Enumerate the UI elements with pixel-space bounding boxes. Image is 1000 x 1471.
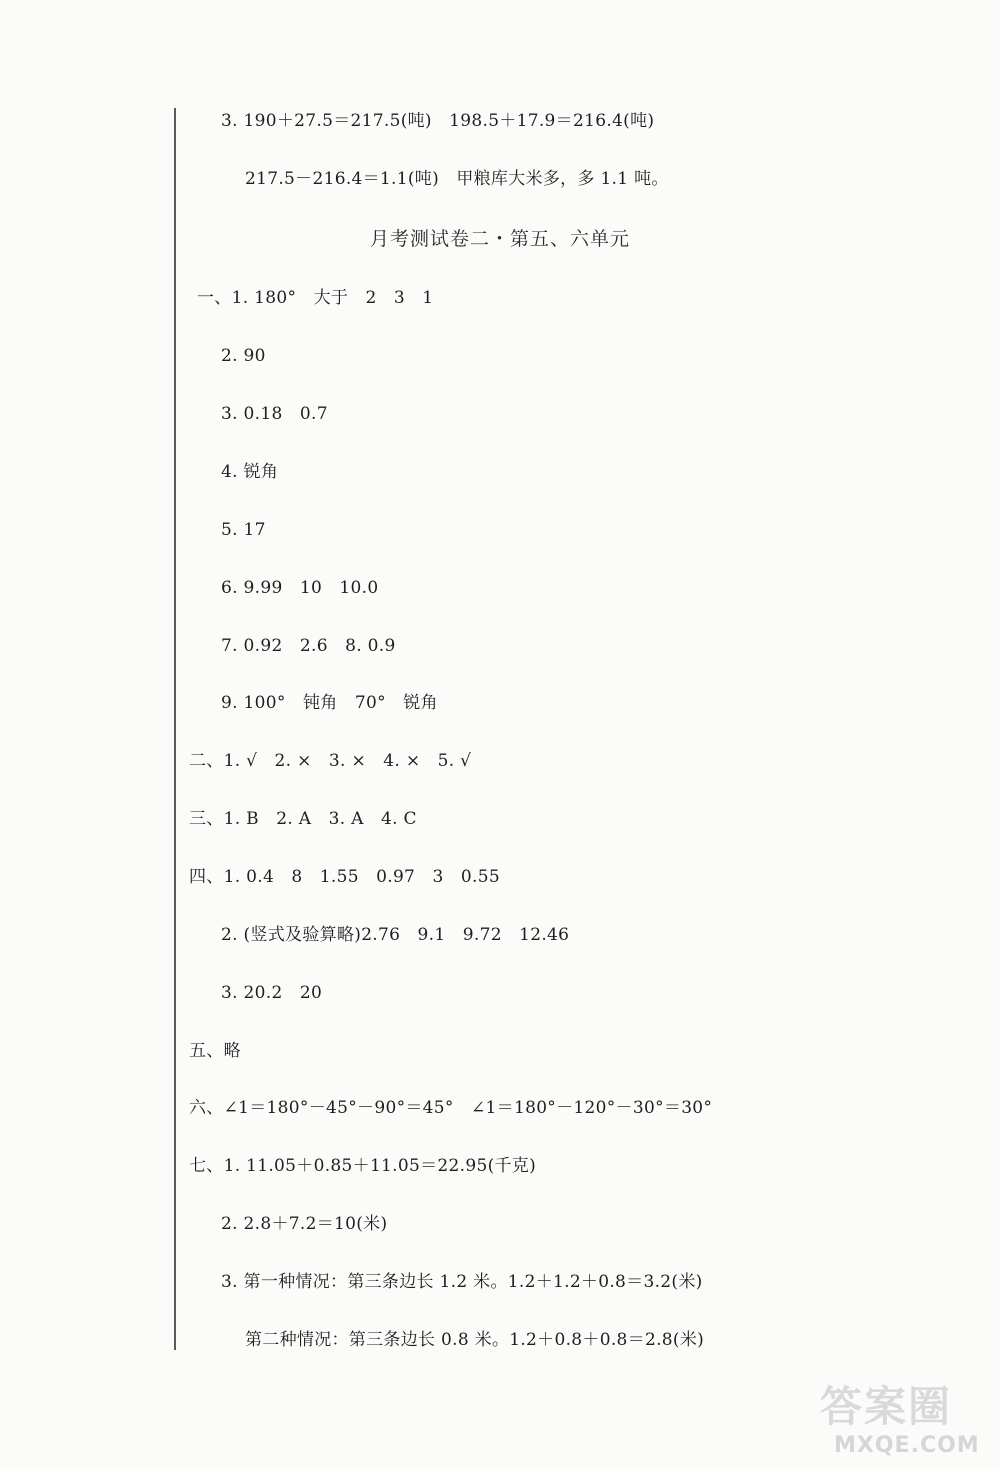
- answer-line: 六、∠1＝180°－45°－90°＝45° ∠1＝180°－120°－30°＝30°: [189, 1098, 713, 1118]
- margin-rule: [174, 108, 176, 1350]
- watermark-logo: [820, 1384, 990, 1464]
- answer-line: 五、略: [189, 1041, 241, 1061]
- answer-line: 3. 第一种情况：第三条边长 1.2 米。1.2＋1.2＋0.8＝3.2(米): [221, 1272, 703, 1292]
- answer-line: 二、1. √ 2. × 3. × 4. × 5. √: [189, 751, 472, 771]
- section-title: 月考测试卷二・第五、六单元: [369, 228, 630, 250]
- watermark-top-text: 答案圈: [820, 1382, 953, 1431]
- answer-line: 4. 锐角: [221, 462, 279, 482]
- answer-line: 2. 2.8＋7.2＝10(米): [221, 1214, 388, 1234]
- answer-line: 3. 0.18 0.7: [221, 404, 328, 424]
- answer-line: 2. 90: [221, 346, 266, 366]
- answer-line: 第二种情况：第三条边长 0.8 米。1.2＋0.8＋0.8＝2.8(米): [245, 1330, 705, 1350]
- watermark-bottom-text: MXQE.COM: [834, 1433, 980, 1458]
- answer-line: 3. 190＋27.5＝217.5(吨) 198.5＋17.9＝216.4(吨): [221, 111, 655, 131]
- answer-line: 2. (竖式及验算略)2.76 9.1 9.72 12.46: [221, 925, 570, 945]
- answer-line: 一、1. 180° 大于 2 3 1: [197, 288, 434, 308]
- answer-line: 217.5－216.4＝1.1(吨) 甲粮库大米多，多 1.1 吨。: [245, 169, 669, 189]
- answer-line: 三、1. B 2. A 3. A 4. C: [189, 809, 417, 829]
- answer-line: 七、1. 11.05＋0.85＋11.05＝22.95(千克): [189, 1156, 537, 1176]
- answer-line: 9. 100° 钝角 70° 锐角: [221, 693, 438, 713]
- answer-line: 7. 0.92 2.6 8. 0.9: [221, 636, 396, 656]
- answer-line: 四、1. 0.4 8 1.55 0.97 3 0.55: [189, 867, 500, 887]
- answer-line: 5. 17: [221, 520, 266, 540]
- answer-line: 3. 20.2 20: [221, 983, 323, 1003]
- answer-line: 6. 9.99 10 10.0: [221, 578, 379, 598]
